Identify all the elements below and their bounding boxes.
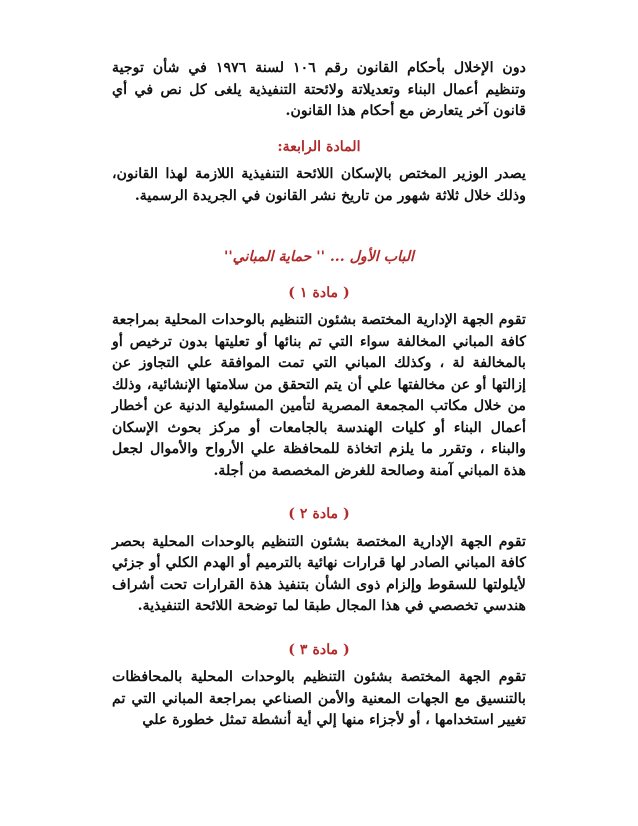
article-m2-title: ( مادة ٢ ): [288, 506, 350, 522]
article-4-title: المادة الرابعة:: [277, 138, 361, 155]
chapter-1-title: الباب الأول ... '' حماية المباني'': [223, 249, 414, 265]
article-m3-paragraph: تقوم الجهة المختصة بشئون التنظيم بالوحدات المحلية بالمحافظات بالتنسيق مع الجهات المعنية والأمن الصناعي بمراجعة المباني التي تم تغيير استخدامها ، أو لأجزاء منها إلي أية أنشطة تمثل خطورة علي: [112, 669, 526, 728]
article-m1-title: ( مادة ١ ): [288, 284, 350, 301]
intro-paragraph: دون الإخلال بأحكام القانون رقم ١٠٦ لسنة ١٩٧٦ في شأن توجية وتنظيم أعمال البناء وتعديلاتة ولائحتة التنفيذية يلغى كل نص في أي قانون آخر يتعارض مع أحكام هذا القانون.: [112, 60, 526, 119]
article-m3-title: ( مادة ٣ ): [288, 641, 350, 658]
spacer: [112, 123, 526, 137]
spacer: [112, 207, 526, 247]
spacer: [112, 618, 526, 640]
article-m1-paragraph: تقوم الجهة الإدارية المختصة بشئون التنظيم بالوحدات المحلية بمراجعة كافة المباني المخالفة سواء التي تم بنائها أو تعليتها بدون ترخيص أو بالمخالفة لة ، وكذلك المباني التي تمت الموافقة علي التجاوز عن إزالتها أو عن مخالفتها علي أن يتم التحقق من سلامتها الإنشائية، وذلك من خلال مكاتب المجمعة المصرية لتأمين المسئولية الدنية عن أخطار أعمال البناء أو كليات الهندسة بالجامعات أو مركز بحوث الإسكان والبناء ، وتقرر ما يلزم اتخاذة للمحافظة علي الأرواح والأموال لجعل هذة المباني آمنة وصالحة للغرض المخصصة من أجلة.: [112, 312, 526, 479]
article-4-paragraph: يصدر الوزير المختص بالإسكان اللائحة التنفيذية اللازمة لهذا القانون، وذلك خلال ثلاثة شهور من تاريخ نشر القانون في الجريدة الرسمية.: [112, 166, 526, 204]
article-m2-paragraph: تقوم الجهة الإدارية المختصة بشئون التنظيم بالوحدات المحلية بحصر كافة المباني الصادر لها قرارات نهائية بالترميم أو الهدم الكلي أو جزئي لأيلولتها للسقوط وإلزام ذوى الشأن بتنفيذ هذة القرارات تحت أشراف هندسي تخصصي في هذا المجال طبقا لما توضحة اللائحة التنفيذية.: [112, 533, 526, 614]
spacer: [112, 482, 526, 504]
spacer: [112, 269, 526, 283]
document-page: [112, 58, 526, 732]
